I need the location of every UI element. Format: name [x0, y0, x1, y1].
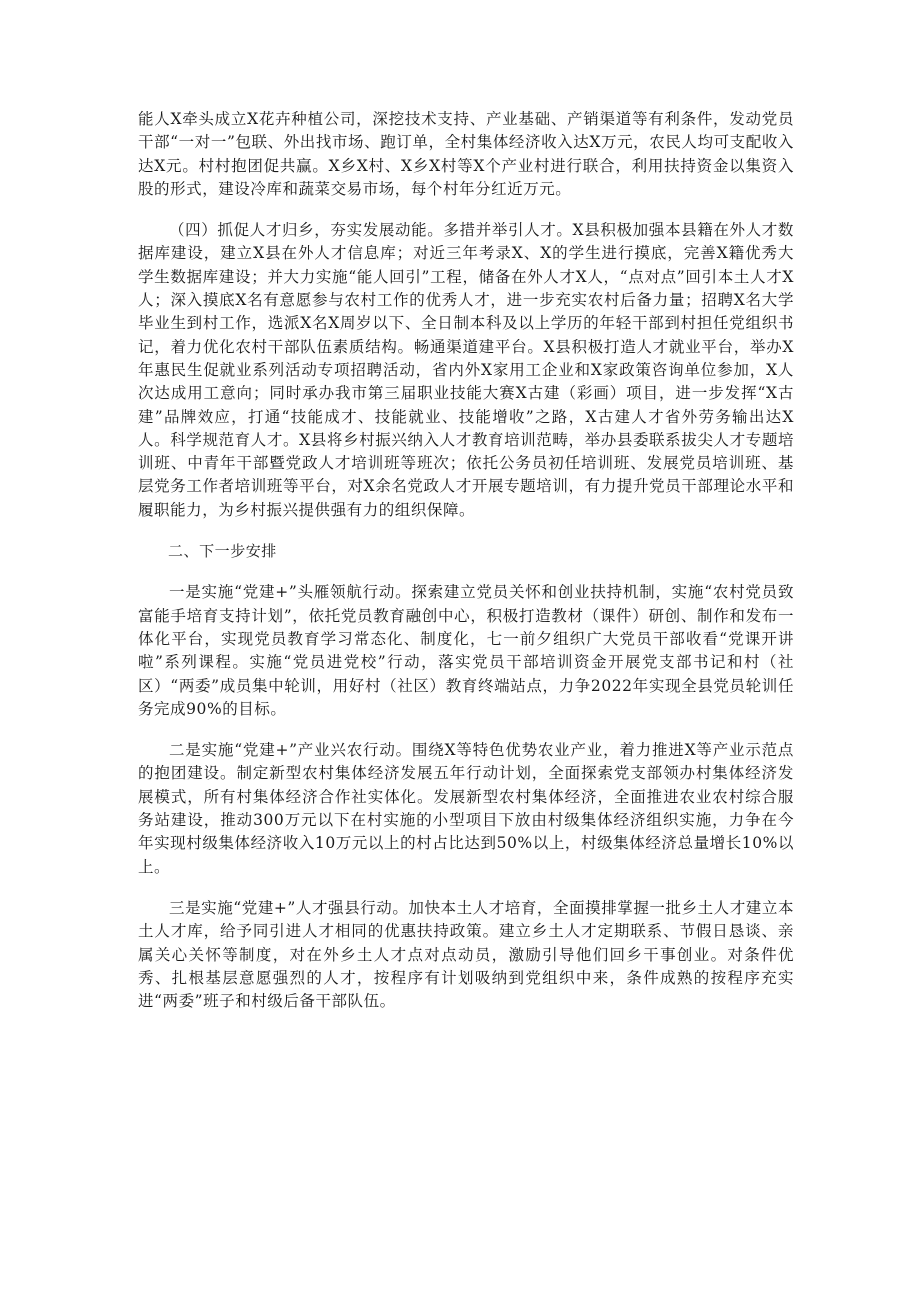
paragraph-talent-return: （四）抓促人才归乡，夯实发展动能。多措并举引人才。X县积极加强本县籍在外人才数据库建设，建立X县在外人才信息库；对近三年考录X、X的学生进行摸底，完善X籍优秀大学生数据库建设；并大力实施“能人回引”工程，储备在外人才X人，“点对点”回引本土人才X人；深入摸底X名有意愿参与农村工作的优秀人才，进一步充实农村后备力量；招聘X名大学毕业生到村工作，选派X名X周岁以下、全日制本科及以上学历的年轻干部到村担任党组织书记，着力优化农村干部队伍素质结构。畅通渠道建平台。X县积极打造人才就业平台，举办X年惠民生促就业系列活动专项招聘活动，省内外X家用工企业和X家政策咨询单位参加，X人次达成用工意向；同时承办我市第三届职业技能大赛X古建（彩画）项目，进一步发挥“X古建”品牌效应，打通“技能成才、技能就业、技能增收”之路，X古建人才省外劳务输出达X人。科学规范育人才。X县将乡村振兴纳入人才教育培训范畴，举办县委联系拔尖人才专题培训班、中青年干部暨党政人才培训班等班次；依托公务员初任培训班、发展党员培训班、基层党务工作者培训班等平台，对X余名党政人才开展专题培训，有力提升党员干部理论水平和履职能力，为乡村振兴提供强有力的组织保障。 [138, 221, 794, 519]
paragraph-continuation: 能人X牵头成立X花卉种植公司，深挖技术支持、产业基础、产销渠道等有利条件，发动党员干部“一对一”包联、外出找市场、跑订单，全村集体经济收入达X万元，农民人均可支配收入达X元。村村抱团促共赢。X乡X村、X乡X村等X个产业村进行联合，利用扶持资金以集资入股的形式，建设冷库和蔬菜交易市场，每个村年分红近万元。 [138, 110, 794, 198]
document-page [138, 108, 794, 1031]
paragraph-action-three: 三是实施“党建+”人才强县行动。加快本土人才培育，全面摸排掌握一批乡土人才建立本土人才库，给予同引进人才相同的优惠扶持政策。建立乡土人才定期联系、节假日恳谈、亲属关心关怀等制度，对在外乡土人才点对点动员，激励引导他们回乡干事创业。对条件优秀、扎根基层意愿强烈的人才，按程序有计划吸纳到党组织中来，条件成熟的按程序充实进“两委”班子和村级后备干部队伍。 [138, 898, 794, 1011]
paragraph-action-two: 二是实施“党建+”产业兴农行动。围绕X等特色优势农业产业，着力推进X等产业示范点的抱团建设。制定新型农村集体经济发展五年行动计划，全面探索党支部领办村集体经济发展模式，所有村集体经济合作社实体化。发展新型农村集体经济，全面推进农业农村综合服务站建设，推动300万元以下在村实施的小型项目下放由村级集体经济组织实施，力争在今年实现村级集体经济收入10万元以上的村占比达到50%以上，村级集体经济总量增长10%以上。 [138, 741, 794, 876]
section-heading-next-steps: 二、下一步安排 [168, 542, 277, 561]
paragraph-action-one: 一是实施“党建+”头雁领航行动。探索建立党员关怀和创业扶持机制，实施“农村党员致富能手培育支持计划”，依托党员教育融创中心，积极打造教材（课件）研创、制作和发布一体化平台，实现党员教育学习常态化、制度化，七一前夕组织广大党员干部收看“党课开讲啦”系列课程。实施“党员进党校”行动，落实党员干部培训资金开展党支部书记和村（社区）“两委”成员集中轮训，用好村（社区）教育终端站点，力争2022年实现全县党员轮训任务完成90%的目标。 [138, 583, 794, 718]
